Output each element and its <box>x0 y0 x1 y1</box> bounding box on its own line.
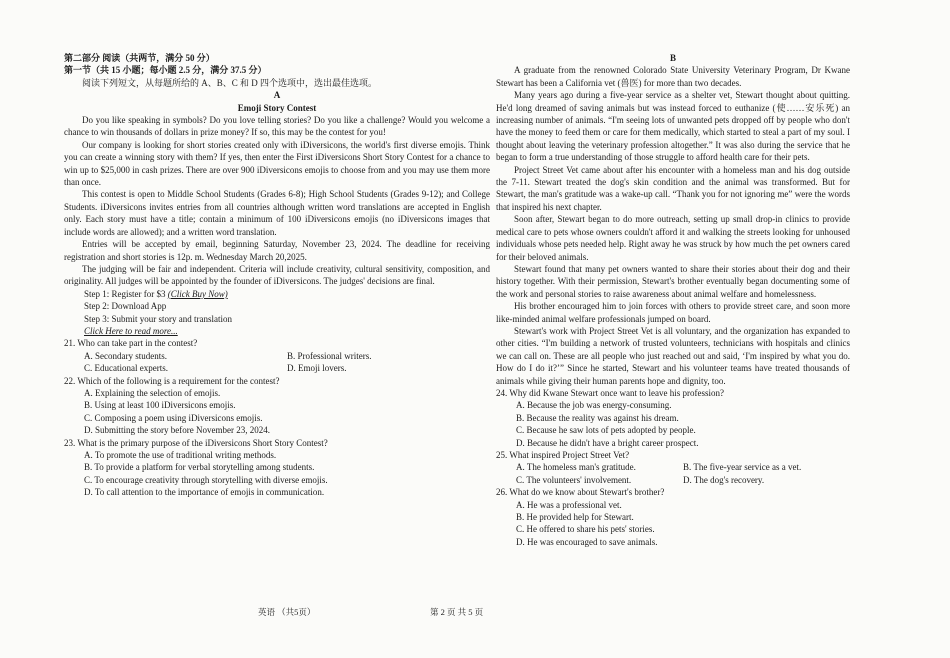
left-column <box>64 52 490 499</box>
paragraph: Entries will be accepted by email, beginning Saturday, November 23, 2024. The deadline for receiving registration and short stories is 12p. m. Wednesday March 20,2025. <box>64 239 490 262</box>
option: D. Because he didn't have a bright career prospect. <box>516 437 699 448</box>
step-3: Step 3: Submit your story and translation <box>84 313 232 324</box>
part-heading: 第二部分 阅读（共两节，满分 50 分） <box>64 53 215 63</box>
option: D. To call attention to the importance of emojis in communication. <box>84 487 325 498</box>
paragraph: Do you like speaking in symbols? Do you love telling stories? Do you like a challenge? Would you welcome a chance to win thousands of dollars in prize money? If so, this may be the contest for you! <box>64 115 490 138</box>
question-25-options <box>496 461 850 486</box>
option: D. The dog's recovery. <box>683 474 765 485</box>
paragraph: Stewart's work with Project Street Vet is all voluntary, and the organization has expanded to other cities. “I'm building a network of trusted volunteers, technicians with hospitals and clinics we can call on. These are all people who just reached out and said, ‘I'm inspired by what you do. How do I do it?’” Since he started, Stewart and his volunteer teams have treated thousands of animals while giving their human parents hope and dignity, too. <box>496 325 850 386</box>
question-22: 22. Which of the following is a requirement for the contest? <box>64 375 280 386</box>
option: C. He offered to share his pets' stories. <box>516 524 655 535</box>
question-24: 24. Why did Kwane Stewart once want to leave his profession? <box>496 387 725 398</box>
step-2: Step 2: Download App <box>84 301 167 312</box>
question-26: 26. What do we know about Stewart's brother? <box>496 487 665 498</box>
option: C. Because he saw lots of pets adopted by people. <box>516 425 696 436</box>
question-23: 23. What is the primary purpose of the iDiversicons Short Story Contest? <box>64 437 328 448</box>
step-1 <box>64 288 490 300</box>
paragraph: Soon after, Stewart began to do more outreach, setting up small drop-in clinics to provide medical care to pets whose owners couldn't afford it and walking the streets looking for unhoused individuals whose pets needed help. Right away he was struck by how much the pet owners cared for their beloved animals. <box>496 214 850 262</box>
passage-b-label: B <box>669 53 676 63</box>
instruction: 阅读下列短文，从每题所给的 A、B、C 和 D 四个选项中，选出最佳选项。 <box>82 77 378 88</box>
paragraph: The judging will be fair and independent. Criteria will include creativity, cultural sensitivity, composition, and originality. All judges will be appointed by the founder of iDiversicons. The judges' decisions are final. <box>64 263 490 287</box>
passage-a-label: A <box>273 90 281 101</box>
option: A. The homeless man's gratitude. <box>516 462 636 473</box>
paragraph: Project Street Vet came about after his encounter with a homeless man and his dog outside the 7-11. Stewart treated the dog's skin condition and the animal was transformed. But for Stewart, the man's gratitude was a wake-up call. “Thank you for not ignoring me” were the words that inspired his next chapter. <box>496 164 850 212</box>
paragraph: This contest is open to Middle School Students (Grades 6-8); High School Students (Grades 9-12); and College Students. iDiversicons invites entries from all countries although written word translations are accepted in English only. Each story must have a title; contain a minimum of 100 iDiversicons emojis (no iDiversicons images that include words are allowed); and a written word translation. <box>64 189 490 237</box>
paragraph: Many years ago during a five-year service as a shelter vet, Stewart thought about quitting. He'd long dreamed of saving animals but was instead forced to euthanize (使……安乐死) an increasing number of animals. “I'm seeing lots of unwanted pets dropped off by people who don't have the money to feed them or care for them medically, which started to steal a part of my soul. I thought about leaving the veterinary profession altogether.” It was also during the service that he began to form a true understanding of those struggle to afford health care for their pets. <box>496 90 850 163</box>
step-1-text: Step 1: Register for $3 <box>84 288 166 299</box>
option: B. Using at least 100 iDiversicons emojis. <box>84 400 236 411</box>
option: B. Professional writers. <box>287 350 372 361</box>
option: C. To encourage creativity through storytelling with diverse emojis. <box>84 474 328 485</box>
passage-a-title: Emoji Story Contest <box>237 102 317 113</box>
option: C. Composing a poem using iDiversicons emojis. <box>84 412 263 423</box>
option: D. He was encouraged to save animals. <box>516 536 658 547</box>
buy-now-link[interactable]: (Click Buy Now) <box>167 288 228 299</box>
paragraph: A graduate from the renowned Colorado State University Veterinary Program, Dr Kwane Stewart has been a California vet (兽医) for more than two decades. <box>496 65 850 88</box>
section-heading: 第一节（共 15 小题；每小题 2.5 分，满分 37.5 分） <box>64 65 267 76</box>
question-25: 25. What inspired Project Street Vet? <box>496 450 630 460</box>
option: A. Secondary students. <box>84 350 167 361</box>
option: B. To provide a platform for verbal storytelling among students. <box>84 462 315 473</box>
paragraph: Stewart found that many pet owners wanted to share their stories about their dog and their history together. With their permission, Stewart's brother eventually began documenting some of the work and personal stories to raise awareness about animal welfare and homelessness. <box>496 263 850 299</box>
option: A. To promote the use of traditional writing methods. <box>84 450 277 460</box>
option: D. Submitting the story before November 23, 2024. <box>84 425 270 436</box>
footer-page-number: 第 2 页 共 5 页 <box>430 607 484 617</box>
option: B. The five-year service as a vet. <box>683 462 802 473</box>
option: B. He provided help for Stewart. <box>516 512 634 523</box>
option: C. The volunteers' involvement. <box>516 474 632 485</box>
read-more-link[interactable]: Click Here to read more... <box>84 325 178 336</box>
option: A. He was a professional vet. <box>516 499 622 510</box>
option: A. Because the job was energy-consuming. <box>516 400 672 411</box>
question-21-options <box>64 350 490 375</box>
question-21: 21. Who can take part in the contest? <box>64 338 198 349</box>
right-column <box>496 52 850 548</box>
option: B. Because the reality was against his dream. <box>516 412 679 423</box>
option: A. Explaining the selection of emojis. <box>84 387 221 398</box>
option: D. Emoji lovers. <box>287 363 347 374</box>
option: C. Educational experts. <box>84 363 168 374</box>
paragraph: Our company is looking for short stories created only with iDiversicons, the world's first diverse emojis. Think you can create a winning story with them? If yes, then enter the First iDiversicons Short Story Contest for a chance to win up to $25,000 in cash prizes. There are over 900 iDiversicons emojis to choose from and you may use them more than once. <box>64 139 490 188</box>
paragraph: His brother encouraged him to join forces with others to provide street care, and soon more like-minded animal welfare professionals jumped on board. <box>496 301 850 324</box>
footer-left: 英语 （共5页） <box>258 607 316 617</box>
